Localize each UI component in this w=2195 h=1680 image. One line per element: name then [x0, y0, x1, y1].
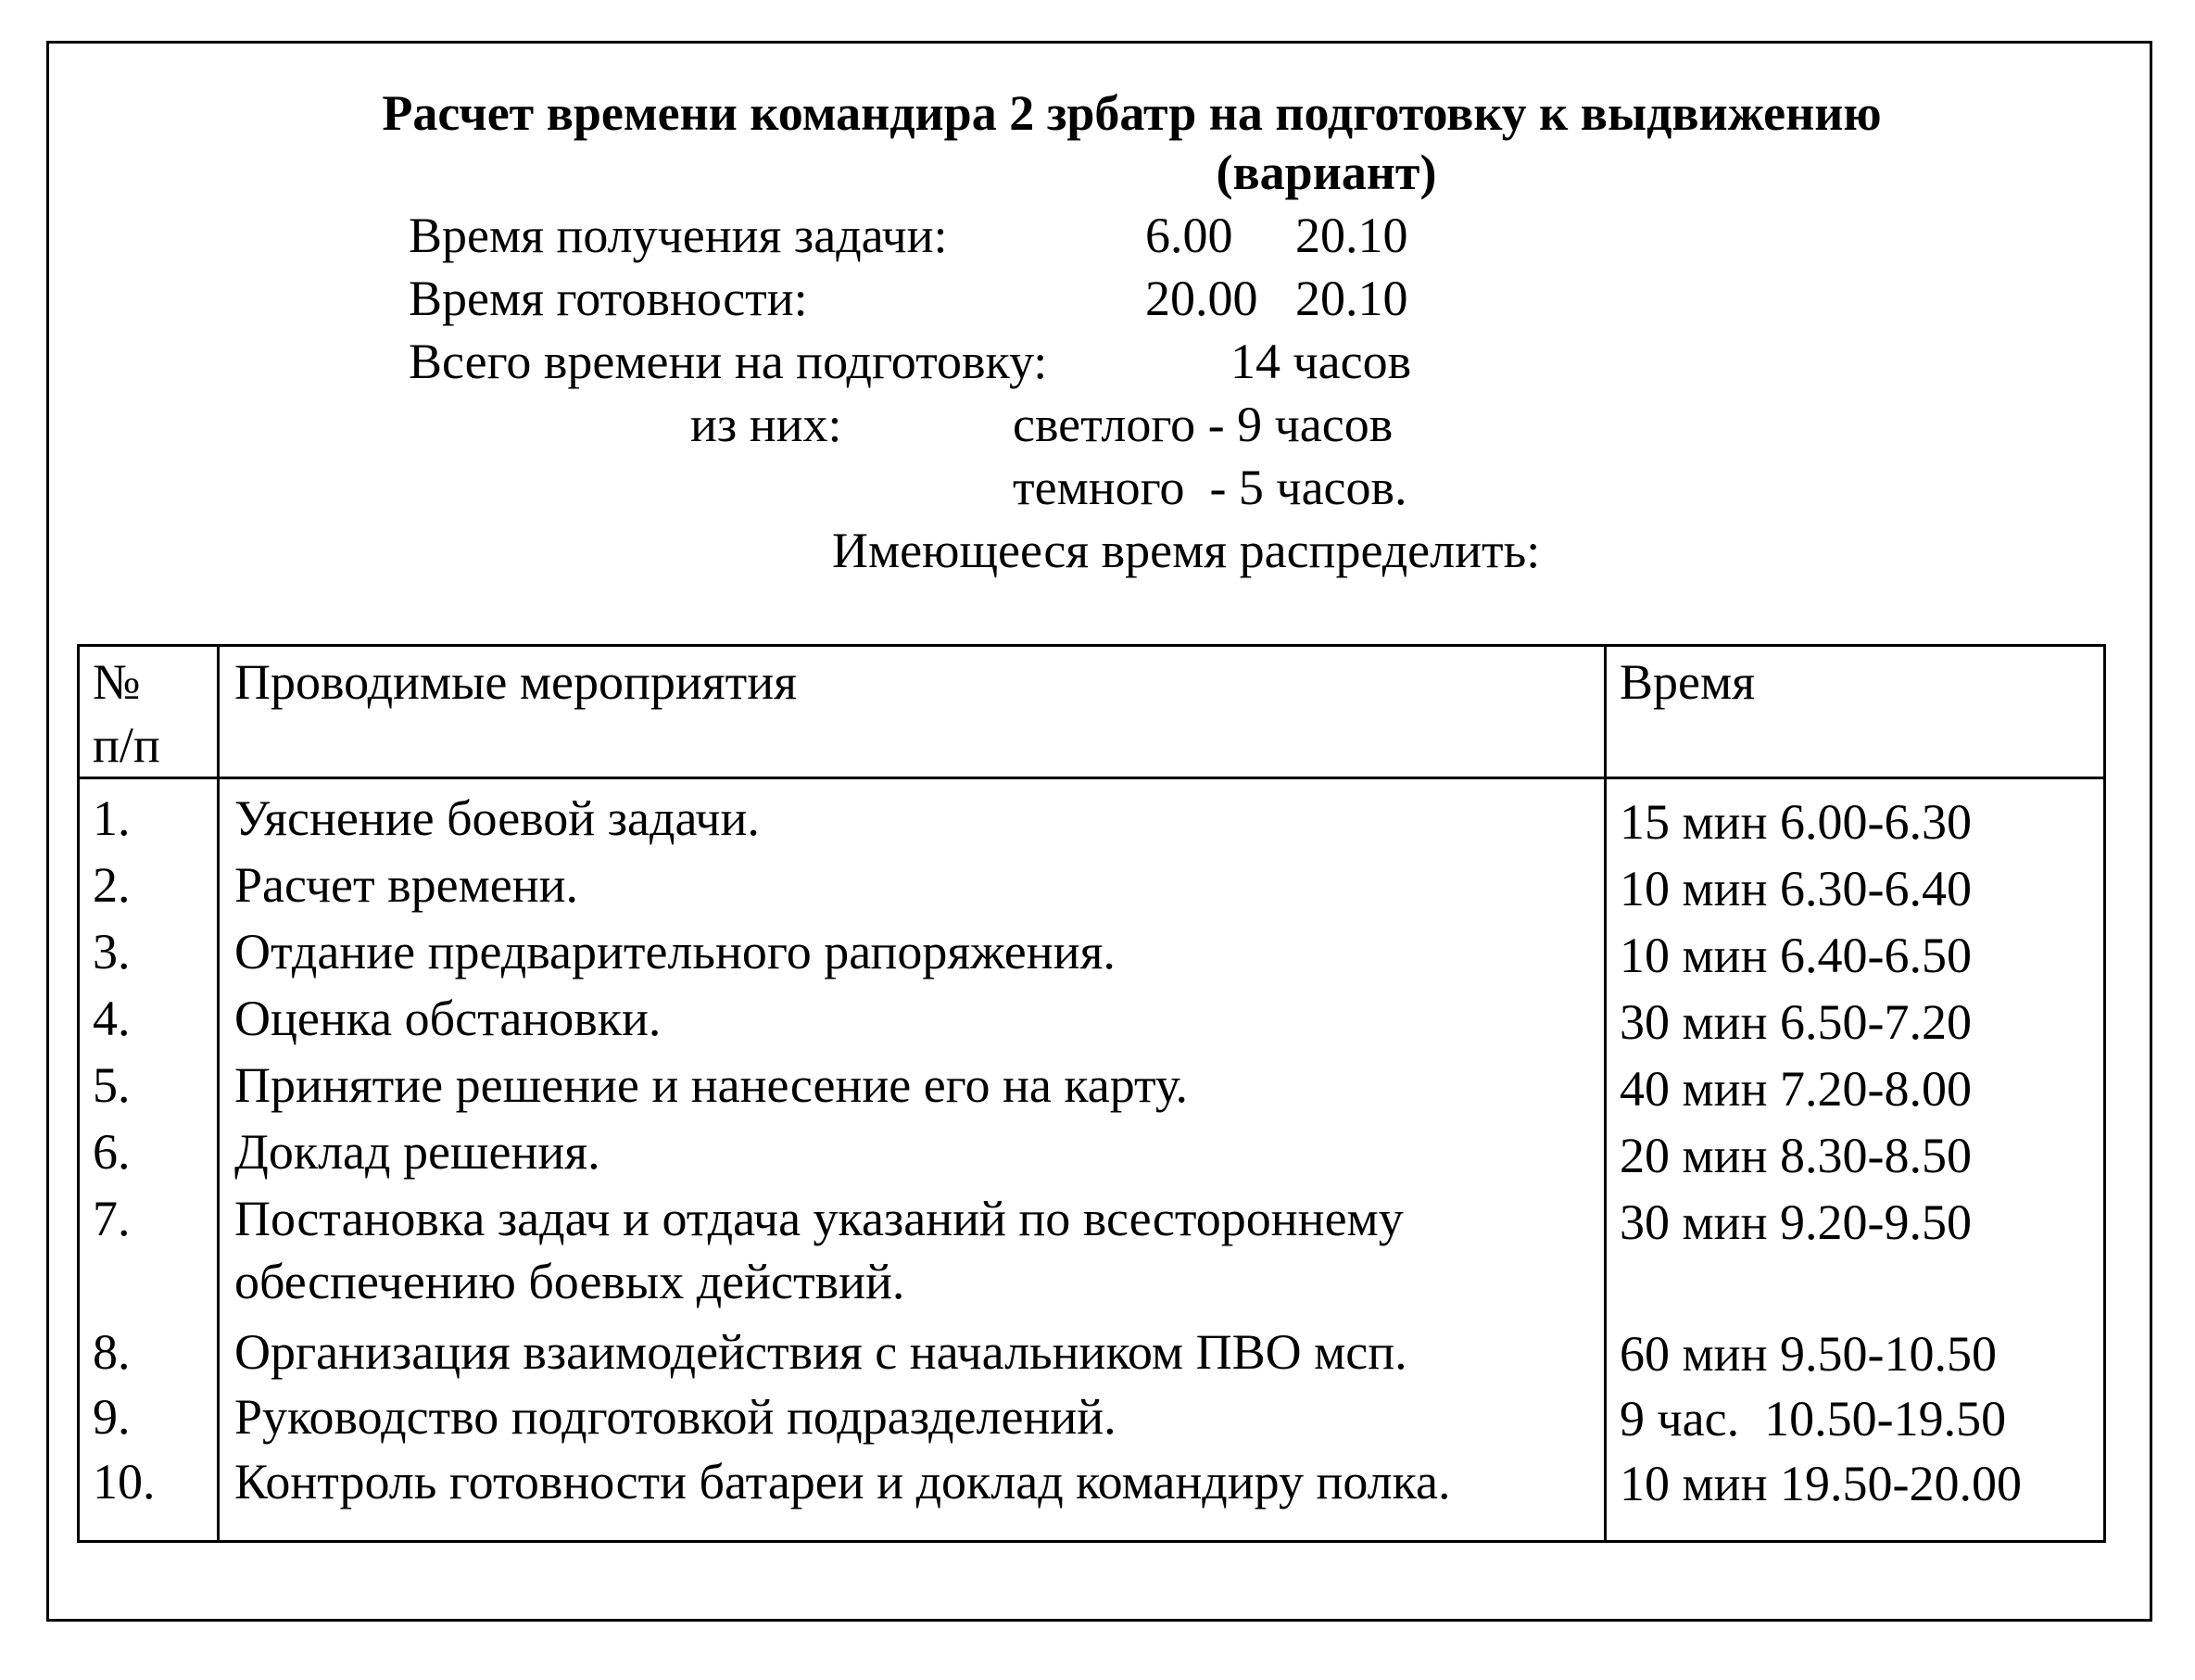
row-activity: Контроль готовности батареи и доклад командиру полка. [219, 1450, 1606, 1542]
row-number: 2. [79, 853, 219, 920]
receipt-value-2: 20.10 [1295, 208, 1408, 263]
document-subtitle: (вариант) [1216, 145, 1437, 200]
ready-value-1: 20.00 [1145, 271, 1258, 326]
row-time: 30 мин 6.50-7.20 [1606, 987, 2105, 1054]
table-row [79, 1120, 2105, 1187]
row-number: 6. [79, 1120, 219, 1187]
table-row [79, 1450, 2105, 1542]
row-activity: Организация взаимодействия с начальником ПВО мсп. [219, 1317, 1606, 1385]
header-activity: Проводимые мероприятия [219, 646, 1606, 778]
distribute-text: Имеющееся время распределить: [832, 523, 1541, 578]
table-row [79, 853, 2105, 920]
document-title: Расчет времени командира 2 зрбатр на подготовку к выдвижению [382, 85, 1882, 141]
receipt-label: Время получения задачи: [409, 208, 948, 263]
table-row [79, 1187, 2105, 1317]
table-row [79, 1317, 2105, 1385]
row-activity: Оценка обстановки. [219, 987, 1606, 1054]
row-number: 10. [79, 1450, 219, 1542]
row-activity: Доклад решения. [219, 1120, 1606, 1187]
row-number: 3. [79, 920, 219, 987]
of-them-label: из них: [690, 397, 842, 452]
row-activity: Уяснение боевой задачи. [219, 778, 1606, 854]
row-number: 7. [79, 1187, 219, 1317]
row-activity: Руководство подготовкой подразделений. [219, 1385, 1606, 1450]
table-row [79, 920, 2105, 987]
schedule-table [77, 644, 2106, 1543]
total-value: 14 часов [1230, 334, 1412, 389]
total-label: Всего времени на подготовку: [409, 334, 1048, 389]
row-number: 1. [79, 778, 219, 854]
row-activity: Расчет времени. [219, 853, 1606, 920]
row-number: 8. [79, 1317, 219, 1385]
row-number: 5. [79, 1054, 219, 1120]
table-header-row [79, 646, 2105, 778]
row-time: 10 мин 6.40-6.50 [1606, 920, 2105, 987]
ready-label: Время готовности: [409, 271, 808, 326]
table-body [79, 778, 2105, 1542]
table-row [79, 987, 2105, 1054]
light-time: светлого - 9 часов [1013, 397, 1394, 452]
table-row [79, 778, 2105, 854]
row-activity: Принятие решение и нанесение его на карту. [219, 1054, 1606, 1120]
row-time: 30 мин 9.20-9.50 [1606, 1187, 2105, 1317]
dark-time: темного - 5 часов. [1013, 460, 1407, 515]
document-frame [46, 41, 2152, 1622]
row-activity: Постановка задач и отдача указаний по всестороннему обеспечению боевых действий. [219, 1187, 1606, 1317]
header-time: Время [1606, 646, 2105, 778]
row-activity: Отдание предварительного рапоряжения. [219, 920, 1606, 987]
row-time: 10 мин 6.30-6.40 [1606, 853, 2105, 920]
row-number: 9. [79, 1385, 219, 1450]
ready-value-2: 20.10 [1295, 271, 1408, 326]
row-time: 20 мин 8.30-8.50 [1606, 1120, 2105, 1187]
row-time: 15 мин 6.00-6.30 [1606, 778, 2105, 854]
row-time: 40 мин 7.20-8.00 [1606, 1054, 2105, 1120]
row-number: 4. [79, 987, 219, 1054]
row-time: 60 мин 9.50-10.50 [1606, 1317, 2105, 1385]
row-time: 9 час. 10.50-19.50 [1606, 1385, 2105, 1450]
row-time: 10 мин 19.50-20.00 [1606, 1450, 2105, 1542]
table-row [79, 1054, 2105, 1120]
header-number: № п/п [79, 646, 219, 778]
receipt-value-1: 6.00 [1145, 208, 1233, 263]
table-row [79, 1385, 2105, 1450]
